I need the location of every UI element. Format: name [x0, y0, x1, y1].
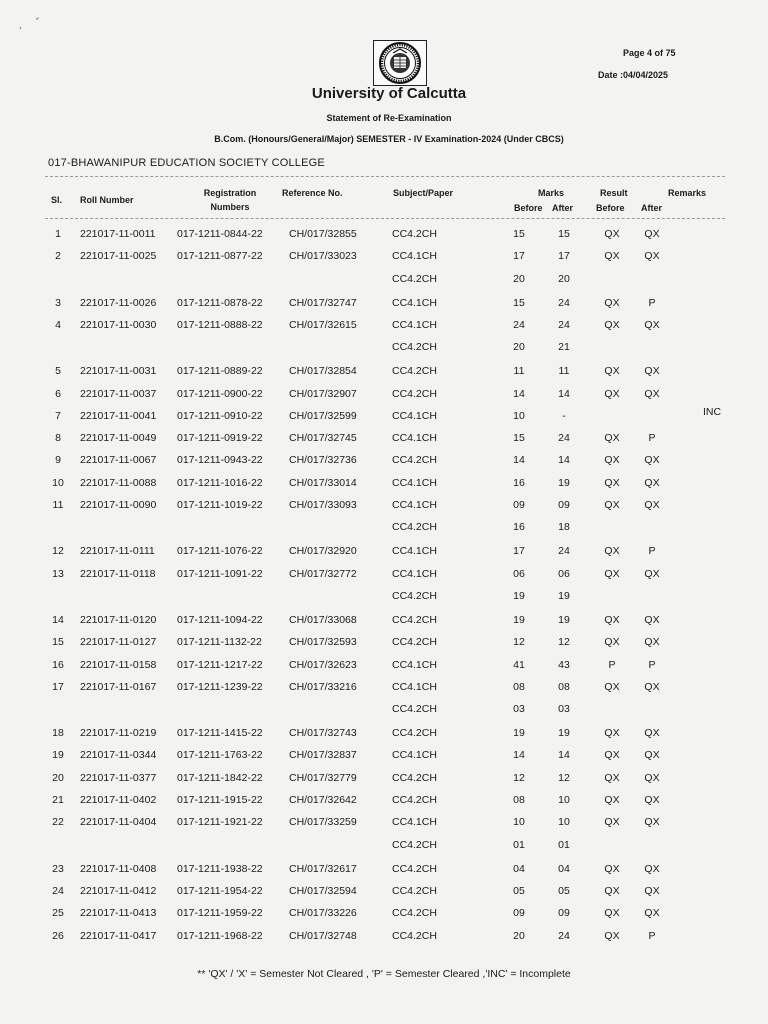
result-before: QX	[604, 929, 620, 942]
reference-number: CH/017/32907	[289, 387, 357, 400]
result-after: QX	[644, 862, 660, 875]
serial-number: 1	[55, 228, 61, 240]
marks-before: 09	[513, 907, 525, 920]
subject-paper: CC4.2CH	[392, 862, 437, 875]
result-after: QX	[644, 499, 660, 511]
marks-after: 12	[558, 636, 570, 649]
marks-after: 11	[558, 365, 570, 378]
result-before: QX	[604, 432, 620, 445]
roll-number: 221017-11-0025	[80, 250, 157, 263]
result-after: P	[648, 432, 656, 445]
column-header-result-after: After	[641, 203, 663, 213]
header-divider-bottom	[45, 218, 725, 219]
roll-number: 221017-11-0413	[80, 907, 157, 920]
subject-paper: CC4.2CH	[392, 365, 437, 378]
column-header-subject: Subject/Paper	[393, 188, 454, 198]
result-before: P	[608, 658, 616, 671]
subject-paper: CC4.1CH	[392, 680, 437, 693]
serial-number: 24	[52, 884, 64, 897]
marks-after: 43	[558, 658, 570, 671]
result-after: QX	[644, 771, 660, 784]
column-header-roll: Roll Number	[80, 195, 134, 205]
reference-number: CH/017/32623	[289, 658, 357, 671]
result-before: QX	[604, 771, 620, 784]
subject-paper: CC4.1CH	[392, 409, 437, 422]
marks-after: 03	[558, 703, 570, 716]
serial-number: 3	[55, 296, 61, 309]
reference-number: CH/017/32748	[289, 929, 357, 942]
marks-before: 15	[513, 432, 525, 445]
subject-paper: CC4.2CH	[392, 636, 437, 649]
marks-before: 16	[513, 521, 525, 534]
subject-paper: CC4.1CH	[392, 250, 437, 263]
subject-paper: CC4.2CH	[392, 794, 437, 806]
marks-before: 09	[513, 499, 525, 511]
column-header-registration: Registration Numbers	[203, 188, 257, 212]
reference-number: CH/017/32736	[289, 454, 357, 467]
serial-number: 19	[52, 749, 64, 762]
reference-number: CH/017/32594	[289, 884, 357, 897]
marks-before: 01	[513, 838, 525, 851]
result-after: P	[648, 929, 656, 942]
registration-number: 017-1211-1076-22	[177, 545, 263, 558]
serial-number: 6	[55, 387, 61, 400]
marks-after: 08	[558, 680, 570, 693]
registration-number: 017-1211-1239-22	[177, 680, 263, 693]
roll-number: 221017-11-0030	[80, 318, 157, 331]
marks-before: 04	[513, 862, 525, 875]
column-header-reference: Reference No.	[282, 188, 343, 198]
serial-number: 23	[52, 862, 64, 875]
reference-number: CH/017/32747	[289, 296, 357, 309]
roll-number: 221017-11-0111	[80, 545, 155, 558]
marks-after: 12	[558, 771, 570, 784]
roll-number: 221017-11-0167	[80, 680, 157, 693]
marks-before: 08	[513, 680, 525, 693]
result-before: QX	[604, 862, 620, 875]
registration-number: 017-1211-1921-22	[177, 816, 263, 829]
marks-before: 03	[513, 703, 525, 716]
serial-number: 10	[52, 476, 64, 489]
marks-after: 24	[558, 296, 570, 309]
result-after: QX	[644, 749, 660, 762]
roll-number: 221017-11-0412	[80, 884, 157, 897]
result-before: QX	[604, 365, 620, 378]
subject-paper: CC4.2CH	[392, 703, 437, 716]
marks-after: 24	[558, 929, 570, 942]
page-number: Page 4 of 75	[623, 48, 676, 58]
serial-number: 2	[55, 250, 61, 263]
roll-number: 221017-11-0090	[80, 499, 157, 511]
result-after: QX	[644, 567, 660, 580]
result-after: QX	[644, 454, 660, 467]
result-after: QX	[644, 250, 660, 263]
university-seal-icon	[373, 40, 427, 86]
marks-after: 05	[558, 884, 570, 897]
marks-after: 10	[558, 816, 570, 829]
subject-paper: CC4.2CH	[392, 771, 437, 784]
reference-number: CH/017/33093	[289, 499, 357, 511]
roll-number: 221017-11-0118	[80, 567, 156, 580]
serial-number: 25	[52, 907, 64, 920]
result-before: QX	[604, 907, 620, 920]
marks-after: 14	[558, 749, 570, 762]
registration-number: 017-1211-1016-22	[177, 476, 263, 489]
serial-number: 12	[52, 545, 64, 558]
result-after: QX	[644, 228, 660, 240]
roll-number: 221017-11-0011	[80, 228, 156, 240]
subject-paper: CC4.2CH	[392, 929, 437, 942]
subject-paper: CC4.2CH	[392, 341, 437, 354]
serial-number: 22	[52, 816, 64, 829]
result-after: QX	[644, 387, 660, 400]
registration-number: 017-1211-0900-22	[177, 387, 263, 400]
subject-paper: CC4.2CH	[392, 454, 437, 467]
registration-number: 017-1211-1132-22	[177, 636, 262, 649]
result-after: P	[648, 296, 656, 309]
marks-after: 21	[558, 341, 570, 354]
marks-before: 12	[513, 636, 525, 649]
result-after: QX	[644, 794, 660, 806]
roll-number: 221017-11-0049	[80, 432, 157, 445]
result-before: QX	[604, 794, 620, 806]
serial-number: 4	[55, 318, 61, 331]
reference-number: CH/017/32745	[289, 432, 357, 445]
result-before: QX	[604, 228, 620, 240]
subject-paper: CC4.2CH	[392, 228, 437, 240]
subject-paper: CC4.1CH	[392, 658, 437, 671]
legend-footnote: ** 'QX' / 'X' = Semester Not Cleared , 'P' = Semester Cleared ,'INC' = Incomplete	[197, 968, 571, 980]
subject-paper: CC4.1CH	[392, 567, 437, 580]
roll-number: 221017-11-0088	[80, 476, 157, 489]
marks-before: 06	[513, 567, 525, 580]
marks-before: 19	[513, 589, 525, 602]
roll-number: 221017-11-0417	[80, 929, 157, 942]
roll-number: 221017-11-0404	[80, 816, 157, 829]
reference-number: CH/017/32642	[289, 794, 357, 806]
marks-before: 20	[513, 272, 525, 285]
result-before: QX	[604, 476, 620, 489]
reference-number: CH/017/32617	[289, 862, 357, 875]
reference-number: CH/017/33014	[289, 476, 357, 489]
registration-number: 017-1211-0889-22	[177, 365, 263, 378]
result-before: QX	[604, 727, 620, 740]
statement-date: Date :04/04/2025	[598, 70, 669, 80]
roll-number: 221017-11-0402	[80, 794, 157, 806]
column-header-marks-after: After	[552, 203, 574, 213]
result-before: QX	[604, 454, 620, 467]
registration-number: 017-1211-1954-22	[177, 884, 263, 897]
column-header-result-before: Before	[596, 203, 625, 213]
marks-after: 09	[558, 907, 570, 920]
subject-paper: CC4.1CH	[392, 296, 437, 309]
serial-number: 21	[52, 794, 64, 806]
registration-number: 017-1211-1415-22	[177, 727, 263, 740]
result-after: QX	[644, 727, 660, 740]
result-before: QX	[604, 816, 620, 829]
marks-before: 15	[513, 296, 525, 309]
reference-number: CH/017/32837	[289, 749, 357, 762]
result-before: QX	[604, 680, 620, 693]
marks-after: 14	[558, 387, 570, 400]
subject-paper: CC4.1CH	[392, 816, 437, 829]
roll-number: 221017-11-0120	[80, 613, 157, 626]
marks-before: 12	[513, 771, 525, 784]
marks-before: 10	[513, 816, 525, 829]
marks-after: 24	[558, 318, 570, 331]
marks-before: 20	[513, 341, 525, 354]
serial-number: 8	[55, 432, 61, 445]
subject-paper: CC4.2CH	[392, 589, 437, 602]
marks-after: 17	[558, 250, 570, 263]
result-after: QX	[644, 318, 660, 331]
marks-after: 14	[558, 454, 570, 467]
marks-before: 14	[513, 454, 525, 467]
marks-before: 14	[513, 749, 525, 762]
registration-number: 017-1211-1959-22	[177, 907, 263, 920]
roll-number: 221017-11-0408	[80, 862, 157, 875]
remarks: INC	[702, 405, 722, 418]
exam-title: B.Com. (Honours/General/Major) SEMESTER - IV Examination-2024 (Under CBCS)	[214, 134, 564, 144]
marks-before: 08	[513, 794, 525, 806]
result-after: P	[648, 658, 656, 671]
reference-number: CH/017/32772	[289, 567, 357, 580]
roll-number: 221017-11-0067	[80, 454, 157, 467]
registration-number: 017-1211-0877-22	[177, 250, 263, 263]
subject-paper: CC4.1CH	[392, 432, 437, 445]
registration-number: 017-1211-0878-22	[177, 296, 263, 309]
serial-number: 11	[52, 499, 64, 511]
serial-number: 18	[52, 727, 64, 740]
reference-number: CH/017/32743	[289, 727, 357, 740]
marks-before: 11	[513, 365, 525, 378]
roll-number: 221017-11-0377	[80, 771, 157, 784]
roll-number: 221017-11-0026	[80, 296, 157, 309]
reference-number: CH/017/32599	[289, 409, 357, 422]
reference-number: CH/017/32920	[289, 545, 357, 558]
marks-after: 18	[558, 521, 570, 534]
registration-number: 017-1211-1217-22	[177, 658, 263, 671]
result-after: P	[648, 545, 656, 558]
subject-paper: CC4.1CH	[392, 476, 437, 489]
marks-after: 24	[558, 432, 570, 445]
result-before: QX	[604, 884, 620, 897]
marks-after: 19	[558, 589, 570, 602]
marks-after: 24	[558, 545, 570, 558]
marks-before: 20	[513, 929, 525, 942]
subject-paper: CC4.2CH	[392, 727, 437, 740]
marks-before: 17	[513, 545, 525, 558]
reference-number: CH/017/33216	[289, 680, 357, 693]
subject-paper: CC4.2CH	[392, 838, 437, 851]
marks-after: 20	[558, 272, 570, 285]
result-before: QX	[604, 318, 620, 331]
column-header-sl: Sl.	[51, 195, 63, 205]
university-title: University of Calcutta	[311, 85, 467, 102]
marks-before: 41	[513, 658, 525, 671]
registration-number: 017-1211-0943-22	[177, 454, 263, 467]
result-after: QX	[644, 884, 660, 897]
marks-after: 19	[558, 727, 570, 740]
roll-number: 221017-11-0127	[80, 636, 157, 649]
registration-number: 017-1211-0919-22	[177, 432, 263, 445]
reference-number: CH/017/33259	[289, 816, 357, 829]
subject-paper: CC4.1CH	[392, 545, 437, 558]
serial-number: 9	[55, 454, 61, 467]
roll-number: 221017-11-0041	[80, 409, 157, 422]
result-before: QX	[604, 250, 620, 263]
marks-before: 15	[513, 228, 525, 240]
college-name: 017-BHAWANIPUR EDUCATION SOCIETY COLLEGE	[48, 157, 325, 169]
serial-number: 5	[55, 365, 61, 378]
marks-after: 15	[558, 228, 570, 240]
result-before: QX	[604, 613, 620, 626]
serial-number: 7	[55, 409, 61, 422]
subject-paper: CC4.2CH	[392, 884, 437, 897]
roll-number: 221017-11-0037	[80, 387, 157, 400]
roll-number: 221017-11-0219	[80, 727, 157, 740]
pen-mark-icon	[18, 15, 48, 35]
subject-paper: CC4.1CH	[392, 749, 437, 762]
marks-before: 14	[513, 387, 525, 400]
header-divider-top	[45, 176, 725, 177]
registration-number: 017-1211-1019-22	[177, 499, 263, 511]
subject-paper: CC4.2CH	[392, 907, 437, 920]
subject-paper: CC4.1CH	[392, 499, 437, 511]
registration-number: 017-1211-1091-22	[177, 567, 263, 580]
column-header-result: Result	[600, 188, 628, 198]
registration-number: 017-1211-1842-22	[177, 771, 263, 784]
reference-number: CH/017/32779	[289, 771, 357, 784]
marks-before: 05	[513, 884, 525, 897]
serial-number: 15	[52, 636, 64, 649]
marks-after: 01	[558, 838, 570, 851]
reference-number: CH/017/32855	[289, 228, 357, 240]
reference-number: CH/017/33068	[289, 613, 357, 626]
serial-number: 26	[52, 929, 64, 942]
result-after: QX	[644, 816, 660, 829]
registration-number: 017-1211-1938-22	[177, 862, 263, 875]
result-before: QX	[604, 749, 620, 762]
reference-number: CH/017/33226	[289, 907, 357, 920]
result-before: QX	[604, 636, 620, 649]
registration-number: 017-1211-1763-22	[177, 749, 263, 762]
registration-number: 017-1211-1915-22	[177, 794, 263, 806]
subject-paper: CC4.2CH	[392, 272, 437, 285]
marks-after: 10	[558, 794, 570, 806]
marks-after: 19	[558, 613, 570, 626]
statement-title: Statement of Re-Examination	[326, 113, 452, 123]
reference-number: CH/017/33023	[289, 250, 357, 263]
registration-number: 017-1211-0844-22	[177, 228, 263, 240]
result-after: QX	[644, 476, 660, 489]
subject-paper: CC4.1CH	[392, 318, 437, 331]
marks-before: 17	[513, 250, 525, 263]
subject-paper: CC4.2CH	[392, 521, 437, 534]
marks-before: 16	[513, 476, 525, 489]
result-after: QX	[644, 613, 660, 626]
result-before: QX	[604, 545, 620, 558]
registration-number: 017-1211-0888-22	[177, 318, 263, 331]
result-before: QX	[604, 296, 620, 309]
serial-number: 14	[52, 613, 64, 626]
serial-number: 17	[52, 680, 64, 693]
roll-number: 221017-11-0158	[80, 658, 157, 671]
reference-number: CH/017/32854	[289, 365, 357, 378]
marks-after: 06	[558, 567, 570, 580]
serial-number: 16	[52, 658, 64, 671]
roll-number: 221017-11-0031	[80, 365, 157, 378]
result-before: QX	[604, 499, 620, 511]
column-header-remarks: Remarks	[668, 188, 707, 198]
result-before: QX	[604, 567, 620, 580]
marks-before: 24	[513, 318, 525, 331]
result-before: QX	[604, 387, 620, 400]
serial-number: 13	[52, 567, 64, 580]
roll-number: 221017-11-0344	[80, 749, 157, 762]
marks-after: 09	[558, 499, 570, 511]
marks-after: 19	[558, 476, 570, 489]
reference-number: CH/017/32615	[289, 318, 357, 331]
subject-paper: CC4.2CH	[392, 387, 437, 400]
result-after: QX	[644, 907, 660, 920]
registration-number: 017-1211-0910-22	[177, 409, 263, 422]
marks-before: 19	[513, 727, 525, 740]
reference-number: CH/017/32593	[289, 636, 357, 649]
subject-paper: CC4.2CH	[392, 613, 437, 626]
marks-after: 04	[558, 862, 570, 875]
serial-number: 20	[52, 771, 64, 784]
registration-number: 017-1211-1968-22	[177, 929, 263, 942]
column-header-marks: Marks	[538, 188, 565, 198]
result-after: QX	[644, 636, 660, 649]
result-after: QX	[644, 680, 660, 693]
column-header-marks-before: Before	[514, 203, 543, 213]
marks-before: 19	[513, 613, 525, 626]
registration-number: 017-1211-1094-22	[177, 613, 263, 626]
result-after: QX	[644, 365, 660, 378]
marks-after: -	[562, 409, 566, 422]
marks-before: 10	[513, 409, 525, 422]
